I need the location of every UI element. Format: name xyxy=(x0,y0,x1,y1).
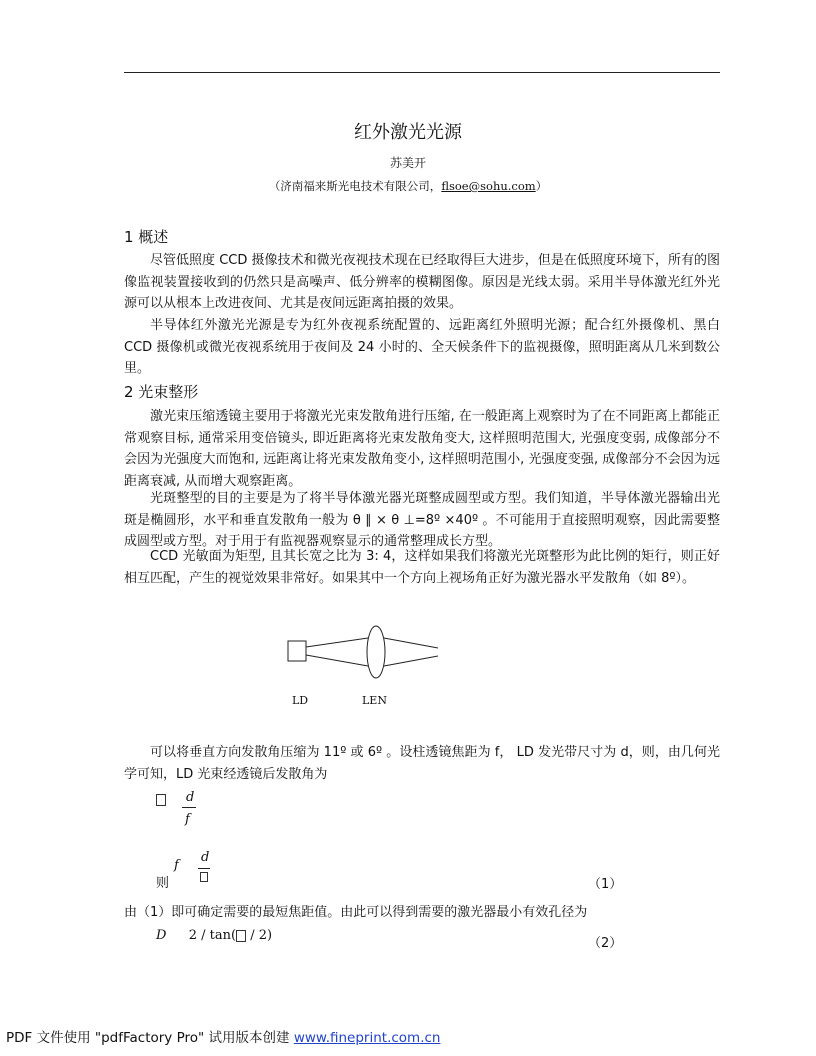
formula-1 xyxy=(156,790,195,827)
formula2-lhs: f xyxy=(174,858,179,873)
theta-symbol xyxy=(156,794,166,806)
theta-symbol xyxy=(236,930,246,942)
formula2-fraction-bar xyxy=(198,868,210,869)
section1-paragraph: 半导体红外激光光源是专为红外夜视系统配置的、远距离红外照明光源；配合红外摄像机、黑白 CCD 摄像机或微光夜视系统用于夜间及 24 小时的、全天候条件下的监视摄像，照明距离从几米到数公里。 xyxy=(124,318,720,377)
pdf-footer xyxy=(6,1026,440,1046)
formula3-rhs: 2 / tan( xyxy=(188,928,237,943)
footer-link[interactable]: www.fineprint.com.cn xyxy=(293,1030,441,1046)
section2-paragraph: 激光束压缩透镜主要用于将激光光束发散角进行压缩, 在一般距离上观察时为了在不同距离上都能正常观察目标, 通常采用变倍镜头, 即近距离将光束发散角变大, 这样照明范围大, 光强度变弱, 成像部分不会因为光强度大而饱和, 远距离让将光束发散角变小, 这样照明范围小, 光强度变强, 成像部分不会因为远距离衰减, 从而增大观察距离。 xyxy=(124,409,720,489)
affiliation-prefix: （济南福来斯光电技术有限公司， xyxy=(268,179,442,193)
beam-upper-in xyxy=(306,638,368,647)
formula3-lhs: D xyxy=(156,928,167,943)
formula1-fraction-bar xyxy=(182,807,196,808)
author: 苏美开 xyxy=(389,156,426,170)
formula2-numerator: d xyxy=(201,850,210,865)
footer-text: PDF 文件使用 "pdfFactory Pro" 试用版本创建 xyxy=(6,1030,294,1046)
figure-label-ld: LD xyxy=(292,694,309,707)
affiliation xyxy=(0,178,816,194)
section1-heading: 1 概述 xyxy=(124,228,169,246)
header-rule xyxy=(124,72,720,73)
post-formula-paragraph: 由（1）即可确定需要的最短焦距值。由此可以得到需要的激光器最小有效孔径为 xyxy=(124,905,588,920)
formula2-prefix: 则 xyxy=(156,876,170,891)
post-figure-paragraph: 可以将垂直方向发散角压缩为 11º 或 6º 。设柱透镜焦距为 f， LD 发光带尺寸为 d，则，由几何光学可知，LD 光束经透镜后发散角为 xyxy=(124,745,720,782)
formula1-denominator: f xyxy=(185,812,190,827)
formula1-numerator: d xyxy=(186,790,195,805)
theta-symbol xyxy=(200,872,208,882)
section1-paragraph: 尽管低照度 CCD 摄像技术和微光夜视技术现在已经取得巨大进步，但是在低照度环境下，所有的图像监视装置接收到的仍然只是高噪声、低分辨率的模糊图像。原因是光线太弱。采用半导体激光红外光源可以从根本上改进夜间、尤其是夜间远距离拍摄的效果。 xyxy=(124,253,720,312)
formula3-rhs-tail: / 2) xyxy=(246,928,273,943)
beam-shaping-diagram xyxy=(280,618,440,688)
figure-label-len: LEN xyxy=(362,694,387,707)
section2-paragraph: CCD 光敏面为矩型, 且其长宽之比为 3: 4，这样如果我们将激光光斑整形为此比例的矩行，则正好相互匹配，产生的视觉效果非常好。如果其中一个方向上视场角正好为激光器水平发散角（如 8º）。 xyxy=(124,549,720,586)
beam-upper-out xyxy=(384,638,438,648)
equation-number-1: （1） xyxy=(588,877,623,892)
affiliation-email[interactable]: flsoe@sohu.com xyxy=(441,179,536,193)
lens-ellipse xyxy=(367,626,385,678)
equation-number-2: （2） xyxy=(588,936,623,951)
formula-2 xyxy=(156,852,236,892)
paper-title: 红外激光光源 xyxy=(354,122,462,143)
beam-lower-in xyxy=(306,655,368,666)
beam-lower-out xyxy=(384,656,438,666)
section2-paragraph: 光斑整型的目的主要是为了将半导体激光器光斑整成圆型或方型。我们知道，半导体激光器输出光斑是椭圆形，水平和垂直发散角一般为 θ ∥ × θ ⊥=8º ×40º 。不可能用于直接照明观察，因此需要整成圆型或方型。对于用于有监视器观察显示的通常整理成长方型。 xyxy=(124,491,720,550)
section2-heading: 2 光束整形 xyxy=(124,383,199,401)
affiliation-suffix: ） xyxy=(535,179,548,193)
ld-box xyxy=(288,641,306,661)
formula-3 xyxy=(156,928,272,943)
